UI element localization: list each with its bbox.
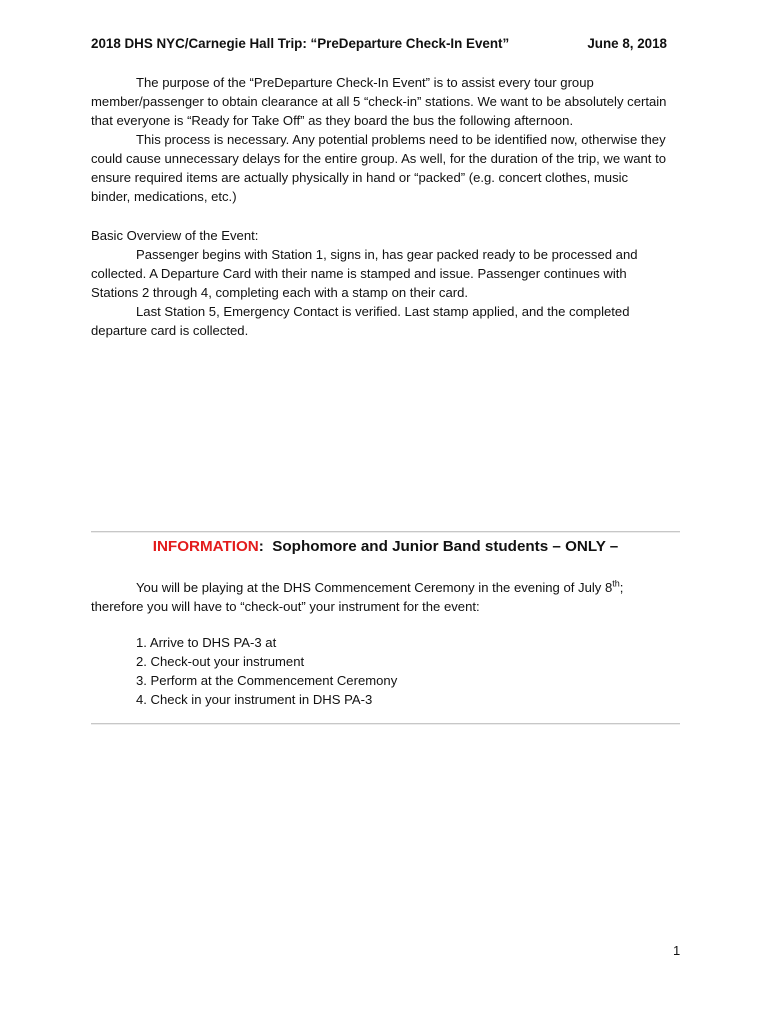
list-item: 4. Check in your instrument in DHS PA-3 [136, 692, 373, 707]
page-header [91, 35, 667, 53]
information-paragraph-text: You will be playing at the DHS Commencement Ceremony in the evening of July 8 [136, 580, 613, 595]
header-date: June 8, 2018 [587, 36, 667, 51]
header-title: 2018 DHS NYC/Carnegie Hall Trip: “PreDeparture Check-In Event” [91, 36, 510, 51]
list-item: 2. Check-out your instrument [136, 654, 305, 669]
list-item: 1. Arrive to DHS PA-3 at [136, 635, 277, 650]
top-divider [91, 531, 680, 533]
page-number: 1 [673, 943, 681, 958]
overview-paragraph-2: Last Station 5, Emergency Contact is verified. Last stamp applied, and the completed departure card is collected. [91, 304, 630, 338]
information-colon: : [258, 538, 264, 555]
information-heading [91, 537, 680, 557]
information-paragraph-text-end: ; therefore you will have to “check-out” your instrument for the event: [91, 580, 624, 614]
bottom-divider [91, 723, 680, 725]
information-paragraph [91, 578, 671, 616]
ordinal-suffix: th [612, 578, 620, 589]
steps-list [136, 633, 397, 709]
overview-paragraph-1: Passenger begins with Station 1, signs in, has gear packed ready to be processed and collected. A Departure Card with their name is stamped and issue. Passenger continues with Stations 2 through 4, completing each with a stamp on their card. [91, 247, 638, 300]
overview-heading: Basic Overview of the Event: [91, 228, 259, 243]
information-label: INFORMATION [152, 538, 259, 555]
purpose-paragraph-1: The purpose of the “PreDeparture Check-In Event” is to assist every tour group member/passenger to obtain clearance at all 5 “check-in” stations. We want to be absolutely certain that everyone is “Ready for Take Off” as they board the bus the following afternoon. [91, 75, 667, 128]
list-item: 3. Perform at the Commencement Ceremony [136, 673, 398, 688]
information-heading-text: Sophomore and Junior Band students – ONLY – [272, 538, 619, 555]
purpose-paragraph-2: This process is necessary. Any potential problems need to be identified now, otherwise they could cause unnecessary delays for the entire group. As well, for the duration of the trip, we want to ensure required items are actually physically in hand or “packed” (e.g. concert clothes, music binder, medications, etc.) [91, 132, 666, 204]
